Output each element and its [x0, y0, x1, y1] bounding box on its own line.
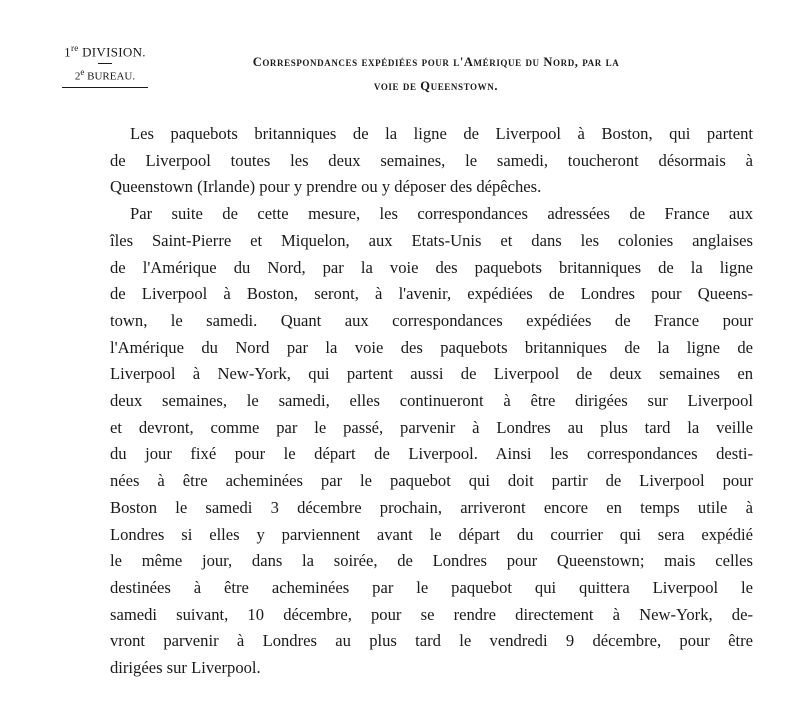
text-line: de Liverpool à Boston, seront, à l'avenir, expédiées de Londres pour Queens- [110, 284, 753, 304]
text-line: Liverpool à New-York, qui partent aussi de Liverpool de deux semaines en [110, 364, 753, 384]
text-line: îles Saint-Pierre et Miquelon, aux Etats-Unis et dans les colonies anglaises [110, 230, 753, 250]
heading-line-1: Correspondances expédiées pour l'Amérique du Nord, par la [252, 55, 620, 69]
bureau-label: 2e BUREAU. [74, 67, 136, 83]
text-line: samedi suivant, 10 décembre, pour se rendre directement à New-York, de- [110, 604, 753, 624]
division-label-block [55, 43, 155, 88]
text-line: town, le samedi. Quant aux correspondances expédiées de France pour [110, 310, 753, 330]
text-line: Les paquebots britanniques de la ligne de Liverpool à Boston, qui partent [130, 124, 753, 143]
text-line: Par suite de cette mesure, les correspondances adressées de France aux [130, 204, 753, 224]
text-line: le même jour, dans la soirée, de Londres pour Queenstown; mais celles [110, 551, 753, 571]
text-line: vront parvenir à Londres au plus tard le vendredi 9 décembre, pour être [110, 631, 753, 651]
paragraph-2 [110, 201, 753, 682]
division-label: 1re DIVISION. [64, 43, 146, 60]
text-line: et devront, comme par le passé, parvenir à Londres au plus tard la veille [110, 417, 753, 437]
heading-line-2: voie de Queenstown. [373, 79, 499, 93]
text-line: Queenstown (Irlande) pour y prendre ou y déposer des dépêches. [110, 177, 542, 197]
text-line: de Liverpool toutes les deux semaines, le samedi, toucheront désormais à [110, 150, 753, 170]
text-line: Boston le samedi 3 décembre prochain, arriveront encore en temps utile à [110, 497, 753, 517]
text-line: destinées à être acheminées par le paquebot qui quittera Liverpool le [110, 577, 753, 597]
bureau-underline [62, 87, 148, 88]
section-heading [160, 50, 712, 98]
text-line: dirigées sur Liverpool. [110, 658, 261, 678]
text-line: du jour fixé pour le départ de Liverpool. Ainsi les correspondances desti- [110, 444, 753, 464]
division-divider [98, 63, 112, 64]
text-line: l'Amérique du Nord par la voie des paquebots britanniques de la ligne de [110, 337, 753, 357]
text-line: deux semaines, le samedi, elles continueront à être dirigées sur Liverpool [110, 391, 753, 411]
text-line: nées à être acheminées par le paquebot qui doit partir de Liverpool pour [110, 471, 753, 491]
text-line: Londres si elles y parviennent avant le départ du courrier qui sera expédié [110, 524, 753, 544]
body-text [110, 121, 753, 682]
text-line: de l'Amérique du Nord, par la voie des paquebots britanniques de la ligne [110, 257, 753, 277]
paragraph-1 [110, 121, 753, 201]
